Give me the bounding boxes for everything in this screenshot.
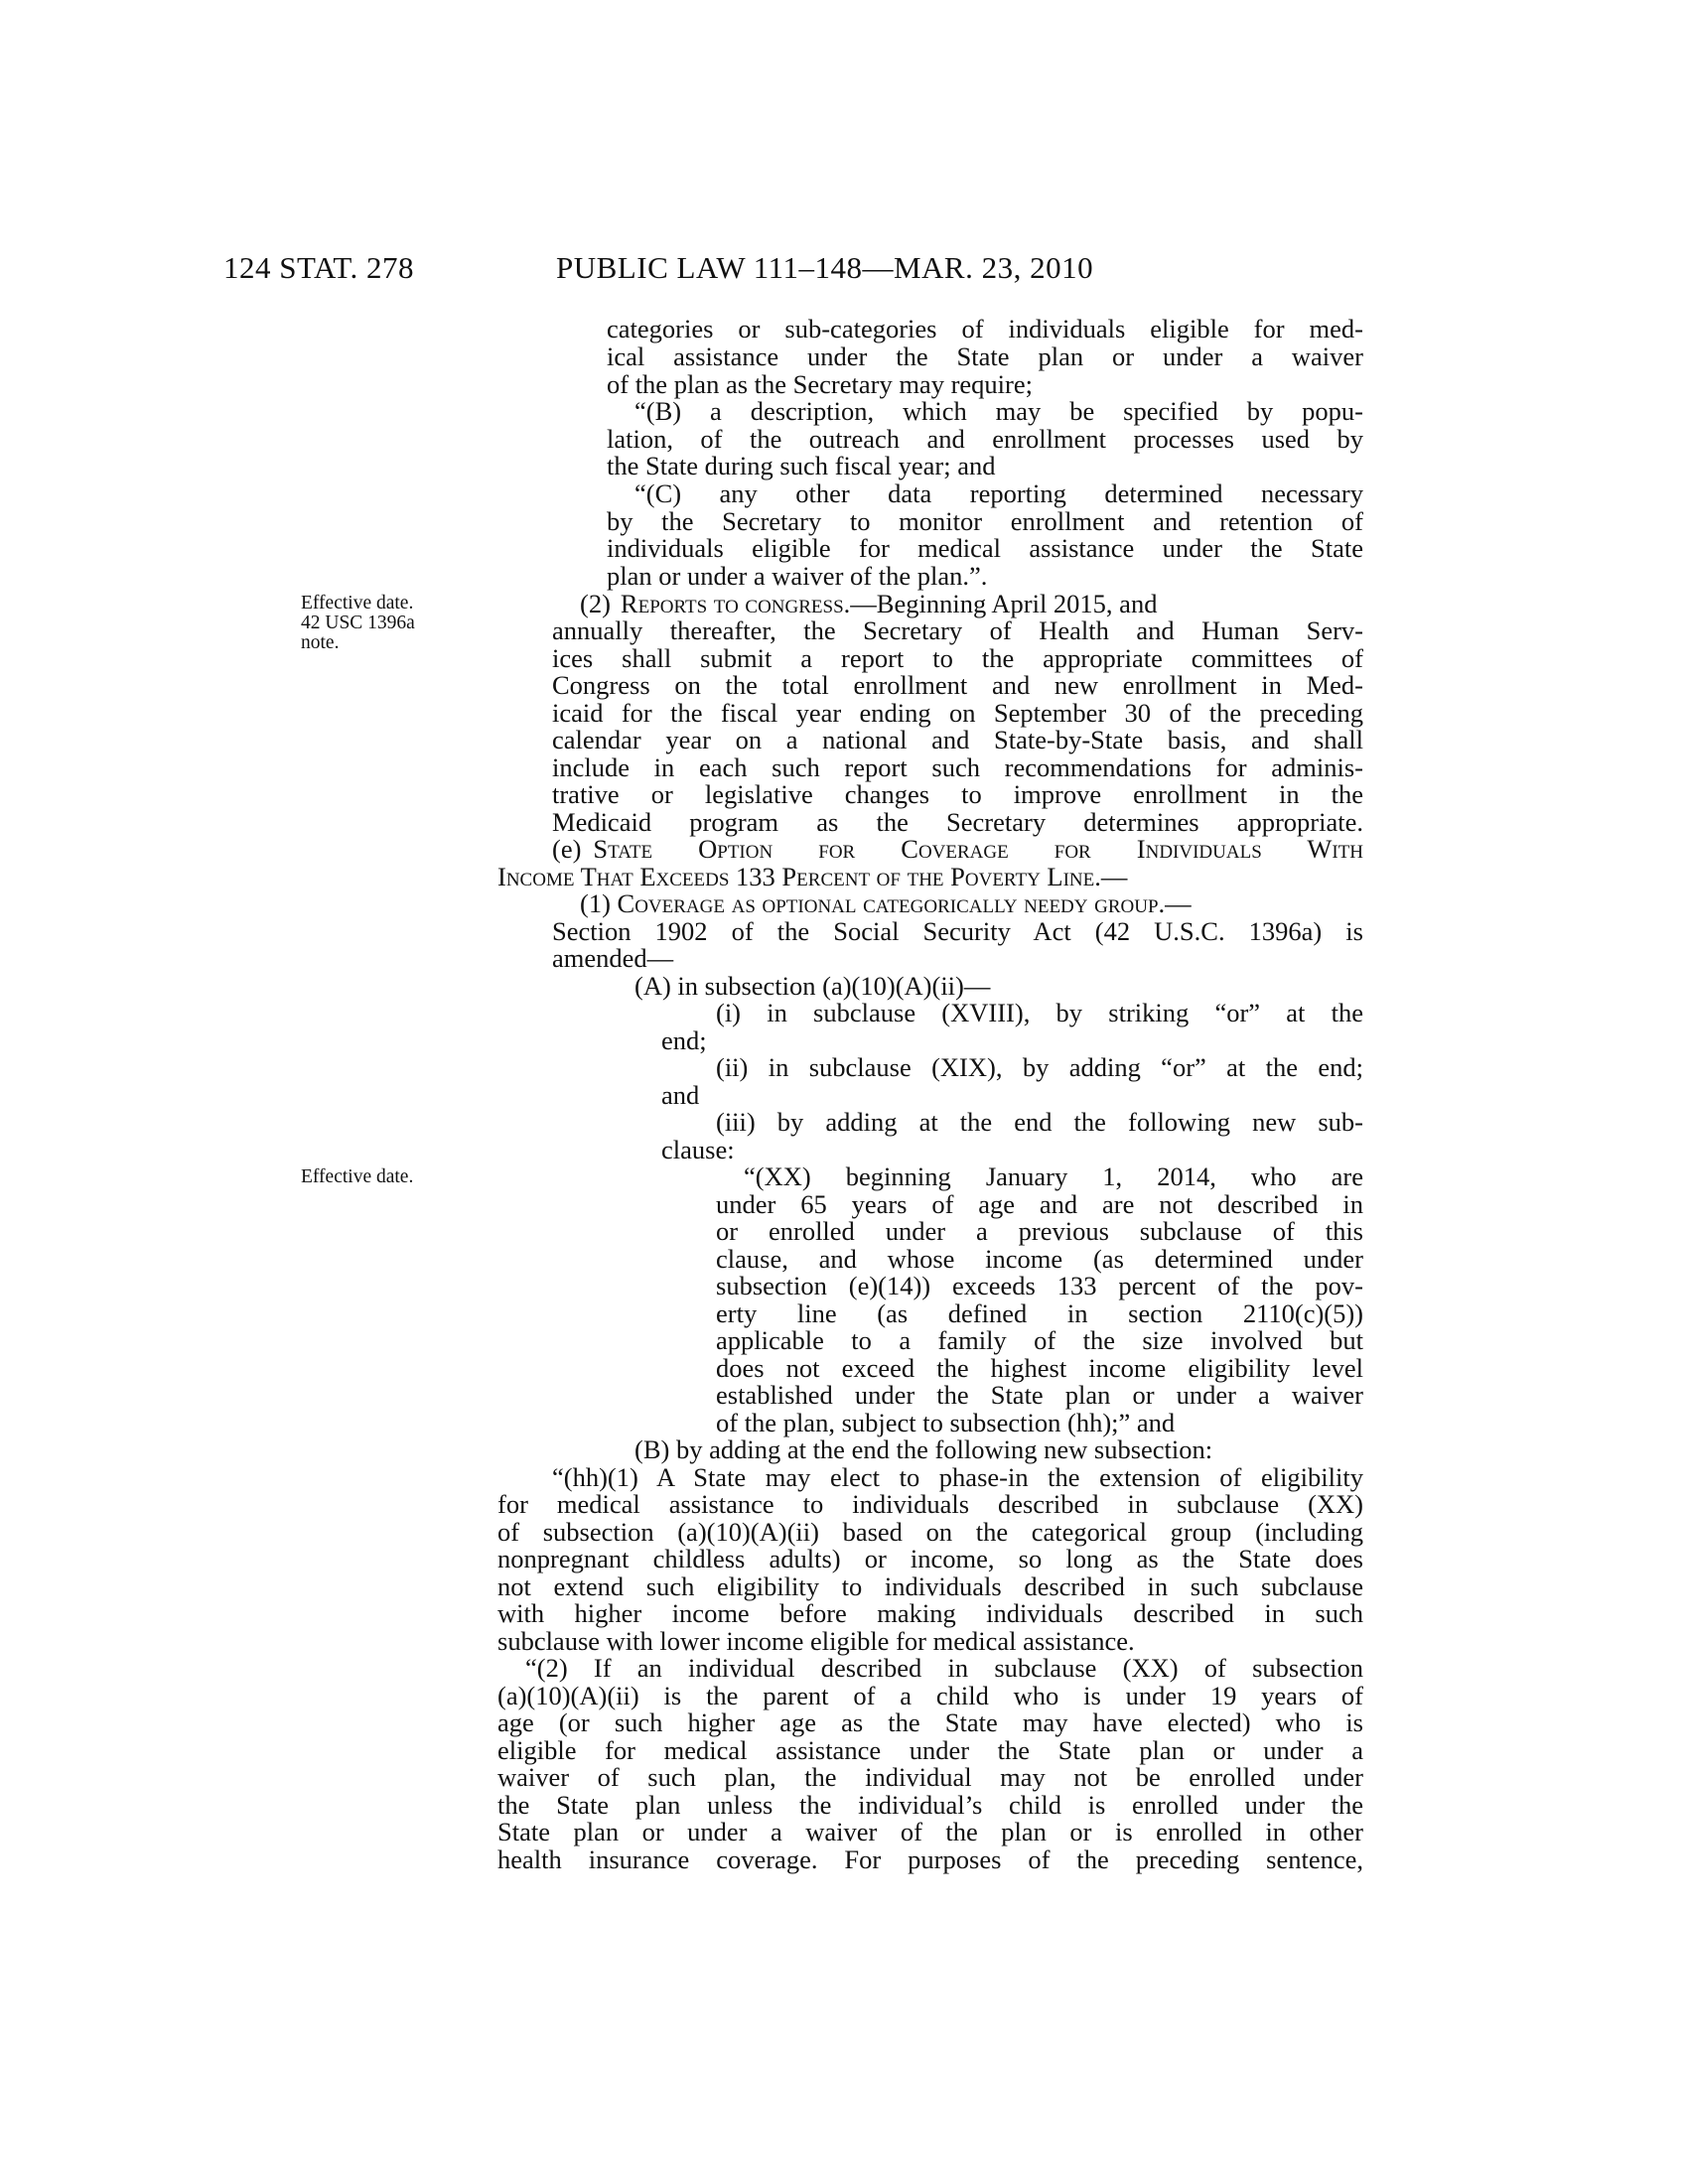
text-line: calendar year on a national and State-by-State basis, and shall [552, 725, 1363, 754]
text-line: applicable to a family of the size involved but [716, 1325, 1363, 1355]
text-line: of the plan as the Secretary may require; [607, 369, 1033, 399]
section-heading-reports-to-congress [621, 590, 1363, 617]
text-line: eligible for medical assistance under the State plan or under a [497, 1735, 1363, 1765]
text-line: categories or sub-categories of individuals eligible for med- [607, 314, 1363, 343]
text-line: “(C) any other data reporting determined necessary [634, 478, 1363, 508]
margin-note-line: 42 USC 1396a [301, 613, 415, 633]
text-line: under 65 years of age and are not described in [716, 1189, 1363, 1219]
text-line: (a)(10)(A)(ii) is the parent of a child who is under 19 years of [497, 1681, 1363, 1710]
text-line [497, 863, 1127, 890]
text-line: subsection (e)(14)) exceeds 133 percent of the pov- [716, 1271, 1363, 1300]
text-line: amended— [552, 943, 674, 973]
text-line: (B) by adding at the end the following new subsection: [634, 1434, 1213, 1464]
heading-text: Reports to congress. [620, 589, 851, 618]
text-line: and [661, 1080, 700, 1110]
text-line: State plan or under a waiver of the plan or is enrolled in other [497, 1817, 1363, 1846]
text-line: ices shall submit a report to the appropriate committees of [552, 643, 1363, 673]
text-line: include in each such report such recommendations for adminis- [552, 752, 1363, 782]
text-line: not extend such eligibility to individuals described in such subclause [497, 1571, 1363, 1601]
text-line: Medicaid program as the Secretary determines appropriate. [552, 807, 1363, 837]
text-line: individuals eligible for medical assistance under the State [607, 533, 1363, 563]
text-line: clause, and whose income (as determined under [716, 1244, 1363, 1274]
text-line: trative or legislative changes to improve enrollment in the [552, 779, 1363, 809]
section-heading-continued: Income That Exceeds 133 Percent of the Poverty Line. [497, 862, 1101, 891]
margin-note-line: note. [301, 632, 340, 653]
text-line [580, 889, 1192, 917]
text-line: annually thereafter, the Secretary of Health and Human Serv- [552, 615, 1363, 645]
text-line: the State during such fiscal year; and [607, 451, 996, 480]
text-line: end; [661, 1025, 707, 1055]
margin-note-effective-date-2: Effective date. [301, 1166, 414, 1187]
text-line: for medical assistance to individuals described in subclause (XX) [497, 1489, 1363, 1519]
paragraph-number: (1) [580, 888, 611, 918]
section-heading-state-option: State Option for Coverage for Individuals With [593, 834, 1363, 864]
text-line [552, 835, 1363, 863]
text-line: erty line (as defined in section 2110(c)(5)) [716, 1298, 1363, 1328]
text-line: health insurance coverage. For purposes of the preceding sentence, [497, 1844, 1363, 1874]
heading-rest: —Beginning April 2015, and [850, 589, 1158, 618]
subsection-letter: (e) [552, 834, 582, 864]
paragraph-number: (2) [580, 589, 611, 618]
text-line: (iii) by adding at the end the following new sub- [716, 1107, 1363, 1137]
text-line: “(hh)(1) A State may elect to phase-in the extension of eligibility [552, 1462, 1363, 1492]
text-line: with higher income before making individuals described in such [497, 1598, 1363, 1628]
text-line: nonpregnant childless adults) or income, so long as the State does [497, 1544, 1363, 1573]
text-line: “(XX) beginning January 1, 2014, who are [744, 1161, 1363, 1191]
margin-note-line: Effective date. [301, 593, 414, 614]
text-line [580, 590, 1363, 617]
text-line: Section 1902 of the Social Security Act (42 U.S.C. 1396a) is [552, 916, 1363, 946]
text-line: Congress on the total enrollment and new enrollment in Med- [552, 670, 1363, 700]
text-line: of the plan, subject to subsection (hh);” and [716, 1408, 1176, 1437]
text-line: by the Secretary to monitor enrollment and retention of [607, 506, 1363, 536]
text-line: (ii) in subclause (XIX), by adding “or” at the end; [716, 1052, 1363, 1082]
text-line: plan or under a waiver of the plan.”. [607, 561, 988, 591]
text-line: lation, of the outreach and enrollment processes used by [607, 424, 1363, 454]
text-line: “(B) a description, which may be specified by popu- [634, 396, 1363, 426]
public-law-title: PUBLIC LAW 111–148—MAR. 23, 2010 [556, 250, 1094, 285]
section-heading-coverage: Coverage as optional categorically needy group. [617, 888, 1166, 918]
text-line: or enrolled under a previous subclause of this [716, 1216, 1363, 1246]
text-line: icaid for the fiscal year ending on September 30 of the preceding [552, 698, 1363, 728]
heading-dash: — [1100, 862, 1128, 891]
text-line: age (or such higher age as the State may have elected) who is [497, 1707, 1363, 1737]
text-line: clause: [661, 1135, 735, 1164]
text-line: does not exceed the highest income eligibility level [716, 1353, 1363, 1383]
text-line: ical assistance under the State plan or under a waiver [607, 341, 1363, 371]
text-line: established under the State plan or under a waiver [716, 1380, 1363, 1410]
heading-dash: — [1165, 888, 1192, 918]
text-line: waiver of such plan, the individual may not be enrolled under [497, 1762, 1363, 1792]
text-line: of subsection (a)(10)(A)(ii) based on the categorical group (including [497, 1517, 1363, 1547]
text-line: “(2) If an individual described in subclause (XX) of subsection [525, 1653, 1363, 1683]
text-line: (A) in subsection (a)(10)(A)(ii)— [634, 971, 991, 1001]
margin-note-effective-date [301, 594, 415, 653]
text-line: (i) in subclause (XVIII), by striking “or” at the [716, 998, 1363, 1027]
text-line: subclause with lower income eligible for medical assistance. [497, 1626, 1135, 1656]
statute-page-number: 124 STAT. 278 [223, 250, 415, 285]
text-line: the State plan unless the individual’s child is enrolled under the [497, 1790, 1363, 1820]
